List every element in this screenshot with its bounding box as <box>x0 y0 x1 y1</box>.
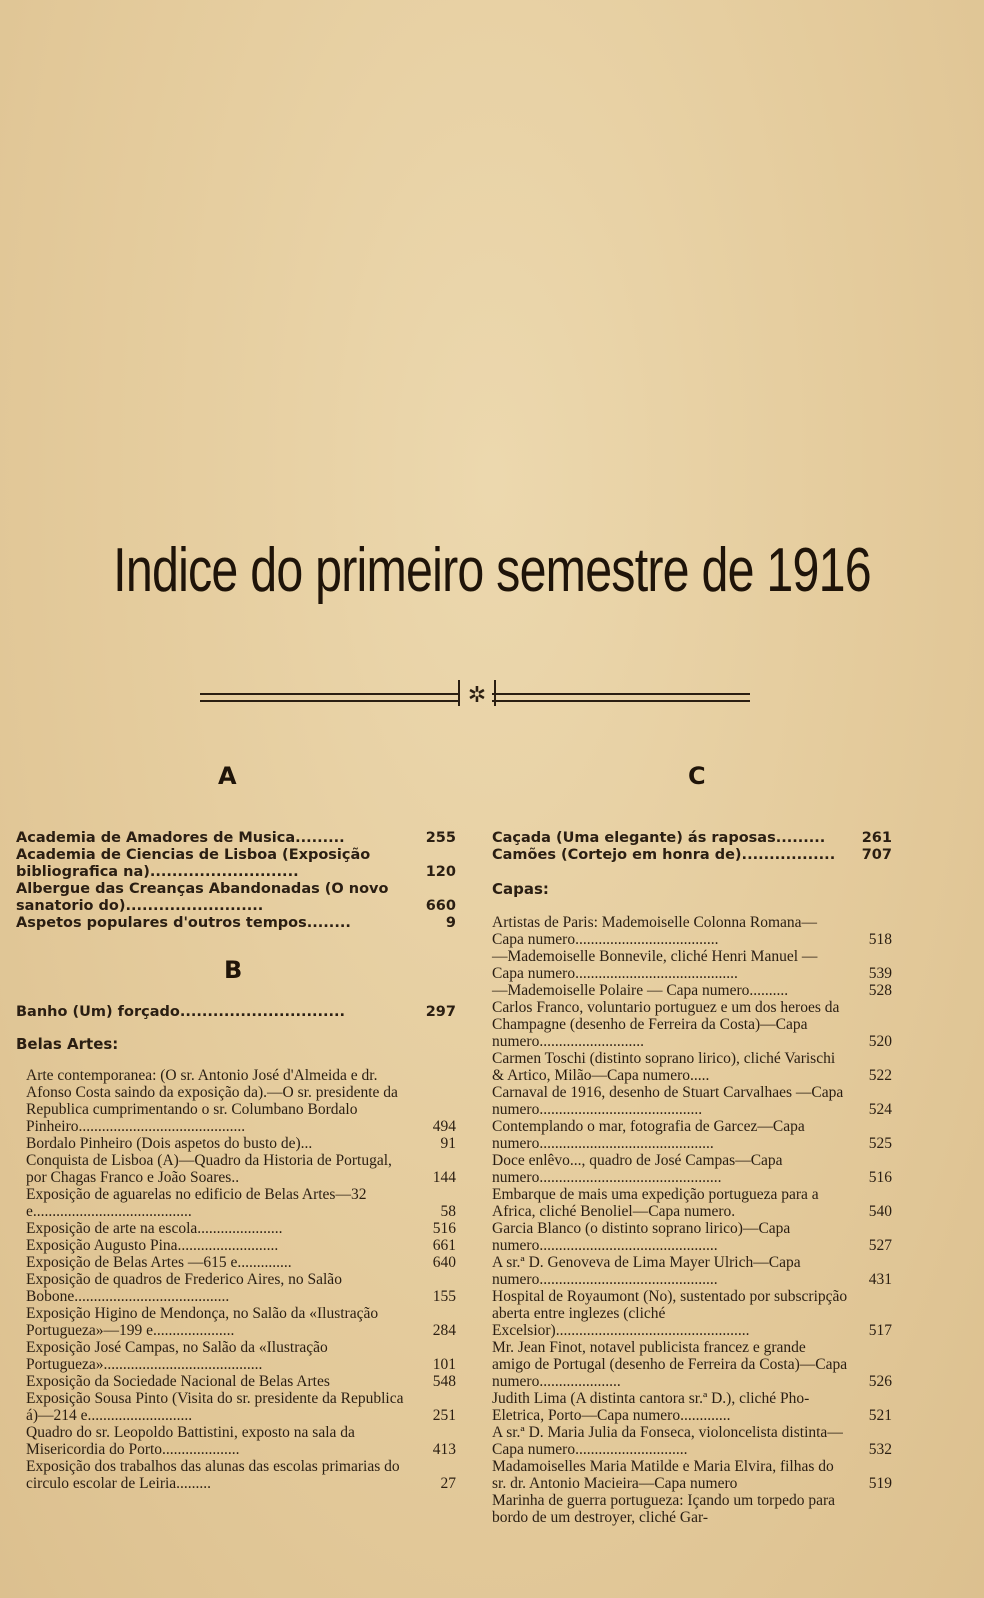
page-number: 526 <box>868 1373 892 1390</box>
list-item <box>26 1254 456 1271</box>
page-number: 539 <box>868 965 892 982</box>
section-letter-b: B <box>224 956 243 984</box>
list-item <box>26 1458 456 1492</box>
entry-text: Arte contemporanea: (O sr. Antonio José d'Almeida e dr. Afonso Costa saindo da exposição da).—O sr. presidente da Republica cumprimentando o sr. Columbano Bordalo Pinheiro........................................... <box>26 1067 398 1135</box>
list-item <box>492 1186 892 1220</box>
page-number: 522 <box>868 1067 892 1084</box>
entry-text: Garcia Blanco (o distinto soprano lirico)—Capa numero.............................................. <box>492 1220 791 1254</box>
page-number: 660 <box>425 898 456 914</box>
page-number: 251 <box>432 1407 456 1424</box>
list-item <box>16 1004 456 1021</box>
list-item <box>492 1084 892 1118</box>
page-number: 413 <box>432 1441 456 1458</box>
entry-text: Exposição de arte na escola...................... <box>26 1220 283 1237</box>
entry-text: Academia de Ciencias de Lisboa (Exposição bibliografica na)........................... <box>16 847 371 880</box>
list-item <box>492 1152 892 1186</box>
entry-text: Exposição José Campas, no Salão da «Ilustração Portugueza»......................................... <box>26 1339 328 1373</box>
entry-text: A sr.ª D. Maria Julia da Fonseca, violoncelista distinta—Capa numero............................. <box>492 1424 843 1458</box>
page-number: 520 <box>868 1033 892 1050</box>
list-item <box>492 1288 892 1339</box>
page-number: 155 <box>432 1288 456 1305</box>
page-number: 144 <box>432 1169 456 1186</box>
entry-text: Exposição da Sociedade Nacional de Belas Artes <box>26 1373 330 1390</box>
page-number: 661 <box>432 1237 456 1254</box>
section-letter-a: A <box>218 762 237 790</box>
list-item <box>26 1305 456 1339</box>
list-item <box>492 1424 892 1458</box>
entry-text: Aspetos populares d'outros tempos........ <box>16 915 351 931</box>
list-item <box>26 1220 456 1237</box>
page-number: 521 <box>868 1407 892 1424</box>
entry-text: Exposição dos trabalhos das alunas das escolas primarias do circulo escolar de Leiria......... <box>26 1458 400 1492</box>
page-number: 640 <box>432 1254 456 1271</box>
page-title: Indice do primeiro semestre de 1916 <box>113 536 871 605</box>
entry-text: Contemplando o mar, fotografia de Garcez—Capa numero............................................. <box>492 1118 805 1152</box>
entry-text: Carmen Toschi (distinto soprano lirico), cliché Varischi & Artico, Milão—Capa numero..... <box>492 1050 836 1084</box>
page-number: 527 <box>868 1237 892 1254</box>
entry-text: Mr. Jean Finot, notavel publicista francez e grande amigo de Portugal (desenho de Ferreira da Costa)—Capa numero..................... <box>492 1339 848 1390</box>
title-ornament <box>200 684 750 708</box>
entry-text: Exposição Higino de Mendonça, no Salão da «Ilustração Portugueza»—199 e..................... <box>26 1305 379 1339</box>
entry-text: Exposição de aguarelas no edificio de Belas Artes—32 e......................................... <box>26 1186 367 1220</box>
page-number: 518 <box>868 931 892 948</box>
entry-text: Carnaval de 1916, desenho de Stuart Carvalhaes —Capa numero.......................................... <box>492 1084 844 1118</box>
list-item <box>492 1458 892 1492</box>
page-number: 27 <box>440 1475 456 1492</box>
list-item <box>26 1339 456 1373</box>
subheading-capas: Capas: <box>492 880 549 898</box>
section-letter-c: C <box>688 762 706 790</box>
entry-text: Hospital de Royaumont (No), sustentado por subscripção aberta entre inglezes (cliché Excelsior).................................................. <box>492 1288 848 1339</box>
entry-text: Academia de Amadores de Musica......... <box>16 830 345 846</box>
entry-text: Albergue das Creanças Abandonadas (O novo sanatorio do)......................... <box>16 881 389 914</box>
page-number: 532 <box>868 1441 892 1458</box>
list-item <box>26 1152 456 1186</box>
page-number: 297 <box>425 1004 456 1020</box>
entry-text: Conquista de Lisboa (A)—Quadro da Historia de Portugal, por Chagas Franco e João Soares.. <box>26 1152 392 1186</box>
entry-text: Exposição Sousa Pinto (Visita do sr. presidente da Republica á)—214 e........................... <box>26 1390 404 1424</box>
page-number: 707 <box>861 847 892 863</box>
page-number: 431 <box>868 1271 892 1288</box>
entry-text: Carlos Franco, voluntario portuguez e um dos heroes da Champagne (desenho de Ferreira da Costa)—Capa numero........................... <box>492 999 840 1050</box>
section-b-list <box>16 1067 456 1492</box>
entry-text: —Mademoiselle Bonnevile, cliché Henri Manuel —Capa numero.......................................... <box>492 948 818 982</box>
page-number: 540 <box>868 1203 892 1220</box>
entry-text: Embarque de mais uma expedição portugueza para a Africa, cliché Benoliel—Capa numero. <box>492 1186 819 1220</box>
ornament-rule-right <box>492 693 750 702</box>
list-item <box>492 999 892 1050</box>
entry-text: Caçada (Uma elegante) ás raposas......... <box>492 830 826 846</box>
page-number: 548 <box>432 1373 456 1390</box>
page-number: 255 <box>425 830 456 846</box>
left-column <box>16 830 456 1492</box>
page-number: 517 <box>868 1322 892 1339</box>
list-item <box>492 847 892 864</box>
section-a-list <box>16 830 456 932</box>
list-item <box>492 830 892 847</box>
page-number: 494 <box>432 1118 456 1135</box>
entry-text: Exposição de quadros de Frederico Aires, no Salão Bobone........................................ <box>26 1271 342 1305</box>
page-number: 524 <box>868 1101 892 1118</box>
page-number: 525 <box>868 1135 892 1152</box>
entry-text: Camões (Cortejo em honra de)................. <box>492 847 836 863</box>
list-item <box>492 1220 892 1254</box>
page-number: 519 <box>868 1475 892 1492</box>
list-item <box>492 982 892 999</box>
entry-text: Marinha de guerra portugueza: Içando um torpedo para bordo de um destroyer, cliché Gar- <box>492 1492 836 1526</box>
list-item <box>26 1424 456 1458</box>
subheading-belas-artes: Belas Artes: <box>16 1035 119 1053</box>
section-c-list <box>492 914 892 1526</box>
entry-text: Banho (Um) forçado.............................. <box>16 1004 346 1020</box>
entry-text: Bordalo Pinheiro (Dois aspetos do busto de)... <box>26 1135 313 1152</box>
entry-text: Doce enlêvo..., quadro de José Campas—Capa numero............................................... <box>492 1152 783 1186</box>
list-item <box>26 1390 456 1424</box>
page-number: 516 <box>868 1169 892 1186</box>
list-item <box>492 1254 892 1288</box>
list-item <box>26 1373 456 1390</box>
page-number: 528 <box>868 982 892 999</box>
list-item <box>492 1492 892 1526</box>
entry-text: Exposição de Belas Artes —615 e.............. <box>26 1254 292 1271</box>
entry-text: A sr.ª D. Genoveva de Lima Mayer Ulrich—Capa numero.............................................. <box>492 1254 801 1288</box>
page-number: 261 <box>861 830 892 846</box>
list-item <box>26 1271 456 1305</box>
entry-text: Quadro do sr. Leopoldo Battistini, exposto na sala da Misericordia do Porto.................... <box>26 1424 355 1458</box>
list-item <box>16 915 456 932</box>
page-number: 284 <box>432 1322 456 1339</box>
list-item <box>26 1135 456 1152</box>
right-column <box>492 830 892 1526</box>
ornament-rule-left <box>200 693 458 702</box>
list-item <box>26 1186 456 1220</box>
list-item <box>26 1067 456 1135</box>
list-item <box>16 830 456 847</box>
entry-text: Exposição Augusto Pina.......................... <box>26 1237 279 1254</box>
page-number: 516 <box>432 1220 456 1237</box>
page-number: 91 <box>440 1135 456 1152</box>
page-number: 58 <box>440 1203 456 1220</box>
page-number: 9 <box>445 915 456 931</box>
list-item <box>492 1118 892 1152</box>
list-item <box>492 948 892 982</box>
list-item <box>492 914 892 948</box>
entry-text: —Mademoiselle Polaire — Capa numero.......... <box>492 982 789 999</box>
page-number: 101 <box>432 1356 456 1373</box>
asterisk-ornament-icon: ✲ <box>458 680 496 706</box>
list-item <box>16 847 456 881</box>
page-number: 120 <box>425 864 456 880</box>
list-item <box>492 1390 892 1424</box>
entry-text: Artistas de Paris: Mademoiselle Colonna Romana—Capa numero..................................... <box>492 914 818 948</box>
entry-text: Judith Lima (A distinta cantora sr.ª D.), cliché Pho-Eletrica, Porto—Capa numero............. <box>492 1390 810 1424</box>
list-item <box>26 1237 456 1254</box>
list-item <box>16 881 456 915</box>
entry-text: Madamoiselles Maria Matilde e Maria Elvira, filhas do sr. dr. Antonio Macieira—Capa numero <box>492 1458 834 1492</box>
list-item <box>492 1339 892 1390</box>
list-item <box>492 1050 892 1084</box>
